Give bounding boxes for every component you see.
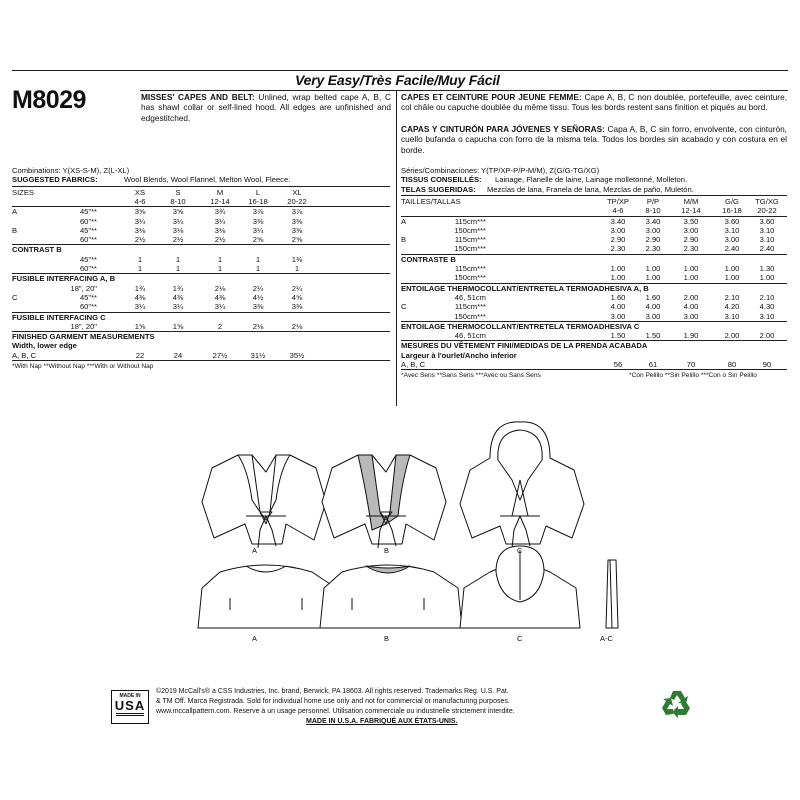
fabric-width: 46, 51cm xyxy=(454,331,486,341)
size-range: 16-18 xyxy=(722,206,742,216)
fabric-width: 46, 51cm xyxy=(454,292,486,302)
sketch-back-b xyxy=(320,565,462,628)
size-range: 4-6 xyxy=(134,196,146,206)
size-value: 3⅛ xyxy=(214,225,226,235)
size-name: M xyxy=(216,187,224,197)
table-divider xyxy=(12,244,390,245)
size-value: 4½ xyxy=(252,292,264,302)
copyright-line-1: ©2019 McCall's® a CSS Industries, Inc. brand, Berwick, PA 18603. All rights reserved. Trademarks Reg. U.S. Pat. xyxy=(156,688,509,695)
fabric-width: 115cm*** xyxy=(454,264,486,273)
section-label: ENTOILAGE THERMOCOLLANT/ENTRETELA TERMOADHESIVA A, B xyxy=(401,283,649,293)
size-value: 3¼ xyxy=(172,302,184,312)
size-value: 4.00 xyxy=(610,302,626,312)
size-value: 2.40 xyxy=(724,244,740,254)
description-fr-text: Cape A, B, C non doublée, portefeuille, avec ceinture, col châle ou capuche doublée du même tissu. Tous les bords restent sans finition et piqués au bord. xyxy=(401,92,787,113)
size-value: 3.10 xyxy=(759,225,775,235)
fabric-width: 150cm*** xyxy=(454,225,486,235)
size-value: 3.00 xyxy=(645,225,661,235)
size-value: 3⅜ xyxy=(252,216,264,226)
fabric-width: 60"** xyxy=(79,302,97,312)
badge-top: MADE IN xyxy=(119,693,141,699)
row-letter: A xyxy=(12,207,18,217)
size-value: 1 xyxy=(137,264,143,273)
size-value: 90 xyxy=(762,360,772,369)
size-value: 1.30 xyxy=(759,264,775,273)
size-value: 27½ xyxy=(212,350,228,360)
row-letter: A, B, C xyxy=(12,350,37,360)
size-value: 3⅜ xyxy=(291,225,303,235)
size-value: 2.30 xyxy=(683,244,699,254)
fabric-width: 45"** xyxy=(79,292,97,302)
row-letter: B xyxy=(401,235,407,245)
size-value: 2.30 xyxy=(610,244,626,254)
size-value: 1.00 xyxy=(683,264,699,273)
size-value: 2.10 xyxy=(724,292,740,302)
size-value: 1⅜ xyxy=(291,254,303,264)
size-value: 3.40 xyxy=(645,216,661,226)
size-value: 2½ xyxy=(134,235,146,245)
size-value: 2⅛ xyxy=(291,321,303,331)
sketch-label-back-a: A xyxy=(252,634,258,643)
size-value: 3.00 xyxy=(610,311,626,321)
size-value: 1.00 xyxy=(683,273,699,283)
fabric-width: 18", 20" xyxy=(70,321,97,331)
size-value: 3⅝ xyxy=(134,207,146,217)
size-value: 3⅞ xyxy=(291,207,303,217)
size-value: 2⅛ xyxy=(252,321,264,331)
garment-sketches xyxy=(190,420,630,670)
size-value: 4⅜ xyxy=(214,292,226,302)
size-value: 2.30 xyxy=(645,244,661,254)
size-value: 2.90 xyxy=(683,235,699,245)
size-value: 3.00 xyxy=(610,225,626,235)
fgm-sub: Largeur à l'ourlet/Ancho inferior xyxy=(401,350,517,360)
sketch-back-a xyxy=(198,565,340,628)
size-value: 1 xyxy=(255,264,261,273)
row-letter: A, B, C xyxy=(401,360,426,369)
size-value: 3.60 xyxy=(724,216,740,226)
fabric-width: 45"** xyxy=(79,225,97,235)
footnote-es: *Con Pelillo **Sin Pelillo ***Con o Sin Pelillo xyxy=(629,372,757,380)
size-name: L xyxy=(255,187,261,197)
size-value: 1 xyxy=(137,254,143,264)
size-value: 1 xyxy=(294,264,300,273)
fabric-width: 60"** xyxy=(79,264,97,273)
size-value: 2.00 xyxy=(759,331,775,341)
page-title: Very Easy/Très Facile/Muy Fácil xyxy=(295,72,500,88)
size-range: 12-14 xyxy=(681,206,701,216)
size-value: 1.00 xyxy=(645,264,661,273)
size-value: 3¼ xyxy=(214,302,226,312)
combinations: Séries/Combinaciones: Y(TP/XP-P/P-M/M), Z(G/G-TG/XG) xyxy=(401,166,600,175)
size-value: 3¼ xyxy=(252,225,264,235)
recycle-icon xyxy=(660,688,694,720)
size-value: 1.00 xyxy=(610,273,626,283)
size-range: 12-14 xyxy=(210,196,230,206)
size-range: 4-6 xyxy=(612,206,624,216)
size-value: 3⅛ xyxy=(172,225,184,235)
sketch-back-c xyxy=(460,546,580,628)
yardage-table-fr-es xyxy=(401,166,789,412)
section-label: FUSIBLE INTERFACING C xyxy=(12,312,106,322)
size-value: 1.60 xyxy=(610,292,626,302)
size-value: 3⅛ xyxy=(134,225,146,235)
fabric-width: 60"** xyxy=(79,235,97,245)
size-value: 70 xyxy=(686,360,696,369)
size-value: 24 xyxy=(173,350,183,360)
size-value: 35½ xyxy=(289,350,305,360)
row-letter: A xyxy=(401,216,407,226)
size-name: S xyxy=(175,187,181,197)
made-in-usa-text: MADE IN U.S.A. FABRIQUÉ AUX ÉTATS-UNIS. xyxy=(306,718,458,725)
size-value: 4⅜ xyxy=(172,292,184,302)
size-value: 31½ xyxy=(250,350,266,360)
combinations: Combinations: Y(XS-S-M), Z(L-XL) xyxy=(12,166,130,175)
size-name: XL xyxy=(292,187,302,197)
size-value: 4⅜ xyxy=(134,292,146,302)
section-label: ENTOILAGE THERMOCOLLANT/ENTRETELA TERMOADHESIVA C xyxy=(401,321,640,331)
size-value: 3¼ xyxy=(172,216,184,226)
fabrics: Wool Blends, Wool Flannel, Melton Wool, Fleece. xyxy=(124,175,291,185)
fabric-width: 115cm*** xyxy=(454,302,486,312)
size-value: 4.20 xyxy=(724,302,740,312)
size-value: 3.60 xyxy=(759,216,775,226)
size-value: 4⅝ xyxy=(291,292,303,302)
size-name: TG/XG xyxy=(755,196,779,206)
size-value: 3.00 xyxy=(724,235,740,245)
size-value: 3.10 xyxy=(724,311,740,321)
badge-main: USA xyxy=(114,698,146,713)
tissus-lead: TISSUS CONSEILLÉS: xyxy=(401,175,482,185)
size-value: 1.00 xyxy=(645,273,661,283)
size-value: 3.00 xyxy=(683,225,699,235)
fabric-width: 45"** xyxy=(79,207,97,217)
section-label: CONTRAST B xyxy=(12,245,62,255)
description-en-text: Unlined, wrap belted cape A, B, C has shawl collar or self-lined hood. All edges are unfinished and edgestitched. xyxy=(141,92,391,123)
size-value: 1¾ xyxy=(134,283,146,293)
size-value: 2⅝ xyxy=(291,235,303,245)
telas: Mezclas de lana, Franela de lana, Mezclas de paño, Muletón. xyxy=(487,184,694,194)
fabric-width: 150cm*** xyxy=(454,311,486,321)
table-divider xyxy=(401,254,787,255)
size-value: 3¼ xyxy=(134,216,146,226)
size-value: 61 xyxy=(648,360,658,369)
size-value: 4.30 xyxy=(759,302,775,312)
size-value: 22 xyxy=(135,350,145,360)
size-name: M/M xyxy=(683,196,699,206)
size-value: 3.50 xyxy=(683,216,699,226)
sketch-front-a xyxy=(202,455,326,548)
size-value: 2.10 xyxy=(759,292,775,302)
fabric-width: 115cm*** xyxy=(454,216,486,226)
size-value: 3⅜ xyxy=(291,216,303,226)
size-value: 56 xyxy=(613,360,623,369)
footnote: *With Nap **Without Nap ***With or Without Nap xyxy=(12,363,154,370)
size-value: 1⅝ xyxy=(172,321,184,331)
size-value: 1.90 xyxy=(683,331,699,341)
fabric-width: 18", 20" xyxy=(70,283,97,293)
telas-lead: TELAS SUGERIDAS: xyxy=(401,184,476,194)
size-value: 1.50 xyxy=(610,331,626,341)
size-value: 4.00 xyxy=(683,302,699,312)
row-letter: C xyxy=(12,292,18,302)
sizes-label: TAILLES/TALLAS xyxy=(401,196,461,206)
sketch-label-back-b: B xyxy=(384,634,390,643)
size-value: 2⅝ xyxy=(252,235,264,245)
size-value: 2.90 xyxy=(645,235,661,245)
table-divider xyxy=(12,360,390,361)
size-value: 3.00 xyxy=(645,311,661,321)
description-en-lead: MISSES' CAPES AND BELT: xyxy=(141,92,255,102)
table-divider xyxy=(12,186,390,187)
size-range: 16-18 xyxy=(248,196,268,206)
table-divider xyxy=(401,195,787,196)
sketch-belt xyxy=(606,560,618,628)
size-value: 1 xyxy=(175,254,181,264)
size-name: TP/XP xyxy=(607,196,629,206)
yardage-table-en xyxy=(12,166,392,412)
footnote-fr: *Avec Sens **Sans Sens ***Avec ou Sans Sens xyxy=(401,372,541,380)
fabrics-lead: SUGGESTED FABRICS: xyxy=(12,175,98,185)
size-value: 3⅜ xyxy=(291,302,303,312)
size-name: P/P xyxy=(646,196,660,206)
size-value: 3.10 xyxy=(724,225,740,235)
fabric-width: 150cm*** xyxy=(454,244,486,254)
description-en xyxy=(141,92,391,123)
section-label: FUSIBLE INTERFACING A, B xyxy=(12,274,116,284)
size-value: 1.60 xyxy=(645,292,661,302)
fabric-width: 150cm*** xyxy=(454,273,486,283)
size-value: 2.00 xyxy=(683,292,699,302)
size-value: 2¼ xyxy=(291,283,303,293)
size-value: 3⅝ xyxy=(172,207,184,217)
size-value: 1.00 xyxy=(724,264,740,273)
fgm-sub: Width, lower edge xyxy=(12,341,77,351)
sketch-front-c xyxy=(460,422,584,548)
size-name: XS xyxy=(134,187,146,197)
size-value: 80 xyxy=(727,360,737,369)
description-es xyxy=(401,124,787,155)
size-value: 3.40 xyxy=(610,216,626,226)
size-range: 8-10 xyxy=(170,196,186,206)
copyright-line-3: www.mccallpattern.com. Reserve à un usage personnel. Utilisation commerciale ou industrielle strictement interdite. xyxy=(156,708,515,715)
description-fr-lead: CAPES ET CEINTURE POUR JEUNE FEMME: xyxy=(401,92,582,102)
size-value: 2¼ xyxy=(252,283,264,293)
size-value: 2½ xyxy=(214,235,226,245)
description-es-lead: CAPAS Y CINTURÓN PARA JÓVENES Y SEÑORAS: xyxy=(401,124,605,134)
sketch-label-back-c: C xyxy=(517,634,523,643)
size-value: 3⅜ xyxy=(252,302,264,312)
size-value: 1¾ xyxy=(172,283,184,293)
size-range: 20-22 xyxy=(757,206,777,216)
size-value: 1⅝ xyxy=(134,321,146,331)
size-range: 20-22 xyxy=(287,196,307,206)
size-value: 4.00 xyxy=(645,302,661,312)
row-letter: C xyxy=(401,302,407,312)
size-value: 1 xyxy=(255,254,261,264)
fabric-width: 45"** xyxy=(79,254,97,264)
description-es-text: Capa A, B, C sin forro, envolvente, con cinturón, cuello bufanda o capucha con forro de la misma tela. Todos los bordes sin acabado y con costura en el borde. xyxy=(401,124,787,155)
tissus: Lainage, Flanelle de laine, Lainage molletonné, Molleton. xyxy=(495,175,688,185)
size-value: 2.00 xyxy=(724,331,740,341)
size-range: 8-10 xyxy=(645,206,661,216)
section-label: MESURES DU VÊTEMENT FINI/MEDIDAS DE LA PRENDA ACABADA xyxy=(401,341,648,351)
row-letter: B xyxy=(12,225,18,235)
size-value: 3.10 xyxy=(759,311,775,321)
section-label: CONTRASTE B xyxy=(401,254,456,264)
size-value: 2 xyxy=(217,321,223,331)
sketch-label-front-b: B xyxy=(384,546,390,555)
section-label: FINISHED GARMENT MEASUREMENTS xyxy=(12,332,155,342)
fabric-width: 115cm*** xyxy=(454,235,486,245)
size-value: 2½ xyxy=(172,235,184,245)
size-value: 3.00 xyxy=(683,311,699,321)
size-value: 2.90 xyxy=(610,235,626,245)
size-value: 2⅛ xyxy=(214,283,226,293)
made-in-usa-badge xyxy=(111,690,149,724)
sketch-label-belt: A-C xyxy=(600,634,613,643)
size-value: 1 xyxy=(175,264,181,273)
size-value: 3¼ xyxy=(134,302,146,312)
sketch-front-b xyxy=(322,455,446,548)
sizes-label: SIZES xyxy=(12,187,34,197)
size-value: 1.00 xyxy=(759,273,775,283)
size-name: G/G xyxy=(725,196,739,206)
description-fr xyxy=(401,92,787,113)
size-value: 1 xyxy=(217,254,223,264)
size-value: 1.00 xyxy=(724,273,740,283)
pattern-number: M8029 xyxy=(12,86,86,114)
size-value: 1.50 xyxy=(645,331,661,341)
size-value: 2.40 xyxy=(759,244,775,254)
size-value: 1.00 xyxy=(610,264,626,273)
size-value: 3.10 xyxy=(759,235,775,245)
sketch-label-front-a: A xyxy=(252,546,258,555)
sketch-label-front-c: C xyxy=(517,546,523,555)
size-value: 3⅞ xyxy=(252,207,264,217)
size-value: 3¾ xyxy=(214,207,226,217)
size-value: 3¼ xyxy=(214,216,226,226)
table-divider xyxy=(401,369,787,370)
size-value: 1 xyxy=(217,264,223,273)
fabric-width: 60"** xyxy=(79,216,97,226)
copyright-line-2: & TM Off. Marca Registrada. Sold for individual home use only and not for commercial or manufacturing purposes. xyxy=(156,698,510,705)
